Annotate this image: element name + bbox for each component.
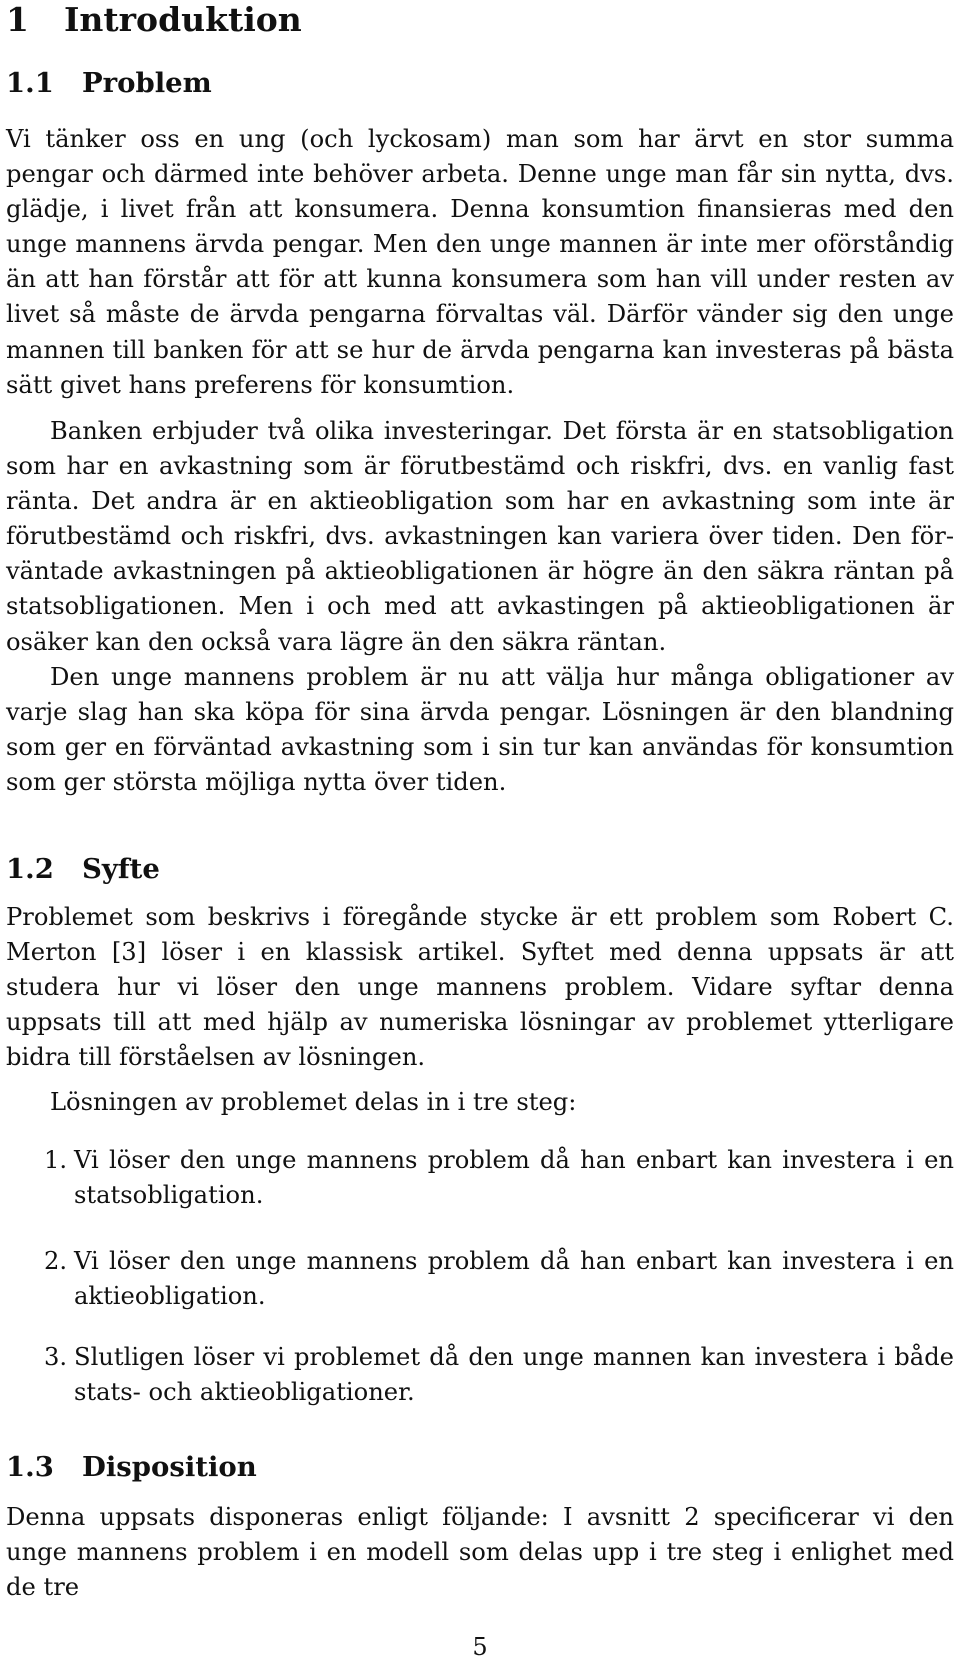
list-item-text: Vi löser den unge mannens problem då han enbart kan investera i en statsobligation.: [74, 1146, 954, 1210]
section-number: 1.3: [6, 1451, 54, 1483]
syfte-paragraph-2: Lösningen av problemet delas in i tre steg:: [50, 1088, 577, 1116]
chapter-number: 1: [6, 0, 29, 39]
list-item-number: 3.: [44, 1343, 68, 1371]
section-number: 1.2: [6, 853, 54, 885]
page-number: 5: [472, 1633, 488, 1661]
section-heading-syfte: [6, 852, 160, 886]
syfte-paragraph-1: Problemet som beskrivs i föregånde stycke är ett problem som Robert C. Merton [3] löser i en klassisk artikel. Syftet med denna uppsats är att studera hur vi löser den unge mannens problem. Vidare syftar denna uppsats till att med hjälp av numeriska lösningar av problemet ytterligare bidra till förståelsen av lösningen.: [6, 903, 954, 1072]
section-heading-problem: [6, 66, 212, 100]
disposition-paragraph-1: Denna uppsats disponeras enligt följande: I avsnitt 2 specificerar vi den unge mannens problem i en modell som delas upp i tre steg i enlighet med de tre: [6, 1503, 954, 1602]
list-item-text: Slutligen löser vi problemet då den unge mannen kan investera i både stats- och aktieobligationer.: [74, 1343, 954, 1407]
section-title: Syfte: [82, 853, 160, 885]
document-page: [6, 0, 954, 1660]
section-title: Problem: [82, 67, 212, 99]
section-title: Disposition: [82, 1451, 257, 1483]
chapter-heading: [6, 2, 302, 38]
list-item-text: Vi löser den unge mannens problem då han enbart kan investera i en aktieobligation.: [74, 1247, 954, 1311]
list-item-number: 2.: [44, 1247, 68, 1275]
section-number: 1.1: [6, 67, 54, 99]
section-heading-disposition: [6, 1450, 257, 1484]
list-item-number: 1.: [44, 1146, 68, 1174]
problem-paragraph-1: Vi tänker oss en ung (och lyckosam) man som har ärvt en stor summa pengar och därmed inte behöver arbeta. Denne unge man får sin nytta, dvs. glädje, i livet från att konsumera. Denna konsumtion finansieras med den unge mannens ärvda pengar. Men den unge mannen är inte mer oförståndig än att han förstår att för att kunna konsumera som han vill under resten av livet så måste de ärvda pengarna förvaltas väl. Därför vänder sig den unge mannen till banken för att se hur de ärvda pengarna kan investeras på bästa sätt givet hans preferens för konsumtion.: [6, 125, 954, 399]
problem-paragraph-2: Banken erbjuder två olika investeringar. Det första är en statsobligation som har en avkastning som är förutbestämd och riskfri, dvs. en vanlig fast ränta. Det andra är en aktieobligation som har en avkastning som inte är förutbestämd och riskfri, dvs. avkastningen kan variera över tiden. Den förväntade avkastningen på aktieobligationen är högre än den säkra räntan på statsobligationen. Men i och med att avkastingen på aktieobligationen är osäker kan den också vara lägre än den säkra räntan.: [6, 417, 954, 656]
chapter-title: Introduktion: [64, 0, 302, 39]
problem-paragraph-3: Den unge mannens problem är nu att välja hur många obligationer av varje slag han ska köpa för sina ärvda pengar. Lösningen är den blandning som ger en förväntad avkastning som i sin tur kan användas för konsumtion som ger största möjliga nytta över tiden.: [6, 663, 954, 797]
